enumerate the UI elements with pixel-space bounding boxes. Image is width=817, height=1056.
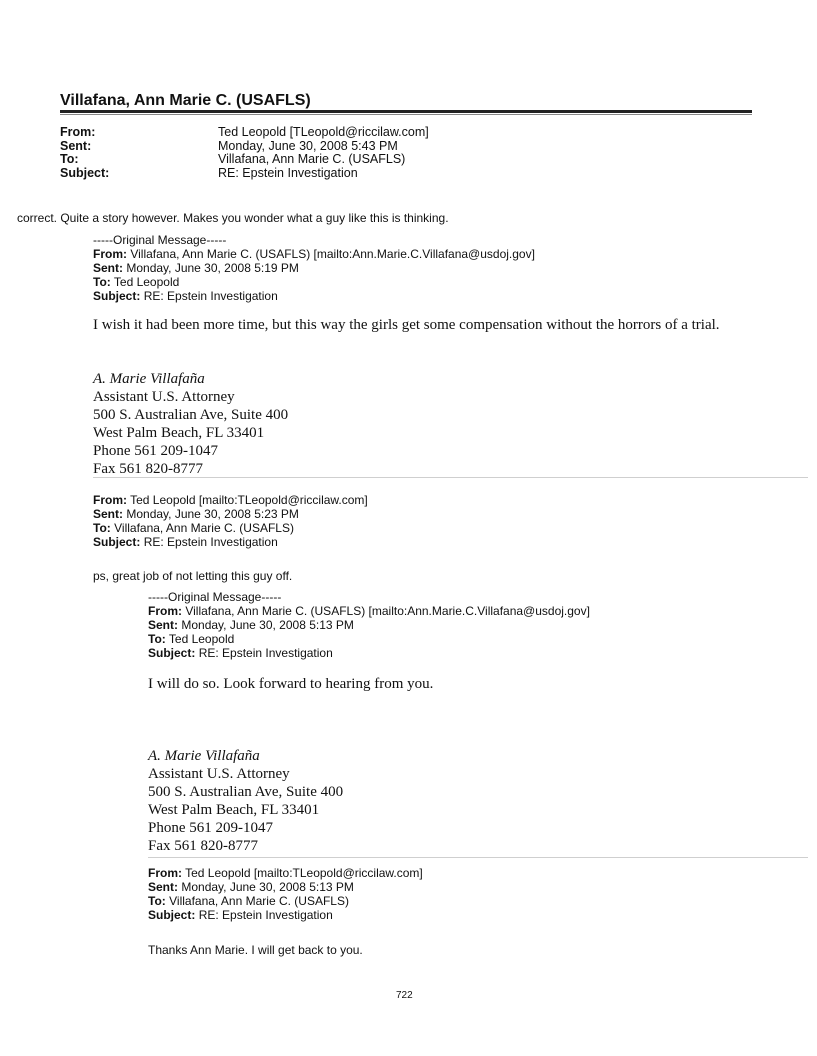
title-rule-thin bbox=[60, 114, 752, 115]
quote-to-label: To: bbox=[148, 632, 166, 646]
sig-phone: Phone 561 209-1047 bbox=[93, 443, 218, 459]
page-number: 722 bbox=[396, 990, 413, 1001]
sig-address-1: 500 S. Australian Ave, Suite 400 bbox=[93, 407, 289, 423]
signature-block-2 bbox=[148, 747, 343, 855]
sig-name: A. Marie Villafaña bbox=[148, 748, 260, 764]
quote-to: Villafana, Ann Marie C. (USAFLS) bbox=[169, 894, 349, 908]
quote-subject: RE: Epstein Investigation bbox=[143, 535, 278, 549]
quote-from-label: From: bbox=[93, 247, 127, 261]
from-label: From: bbox=[60, 125, 96, 139]
quote-to-label: To: bbox=[93, 275, 111, 289]
quote-block-4 bbox=[148, 866, 808, 922]
sig-name: A. Marie Villafaña bbox=[93, 371, 205, 387]
quote-subject-label: Subject: bbox=[148, 646, 196, 660]
quote-from: Villafana, Ann Marie C. (USAFLS) [mailto:Ann.Marie.C.Villafana@usdoj.gov] bbox=[130, 247, 535, 261]
to-value: Villafana, Ann Marie C. (USAFLS) bbox=[218, 152, 406, 166]
to-label: To: bbox=[60, 152, 79, 166]
sig-title: Assistant U.S. Attorney bbox=[148, 766, 290, 782]
quote-sent-label: Sent: bbox=[148, 880, 178, 894]
quote-from: Ted Leopold [mailto:TLeopold@riccilaw.com] bbox=[130, 493, 368, 507]
quote-to-label: To: bbox=[93, 521, 111, 535]
quote-sent-label: Sent: bbox=[148, 618, 178, 632]
quote-block-2 bbox=[93, 493, 793, 549]
subject-label: Subject: bbox=[60, 165, 110, 180]
quote-message-2: ps, great job of not letting this guy off. bbox=[93, 569, 293, 583]
title-rule bbox=[60, 110, 752, 113]
sig-phone: Phone 561 209-1047 bbox=[148, 820, 273, 836]
quote-to: Ted Leopold bbox=[168, 632, 235, 646]
body-text: correct. Quite a story however. Makes you wonder what a guy like this is thinking. bbox=[17, 211, 449, 225]
signature-block-1 bbox=[93, 370, 288, 478]
quote-block-1 bbox=[93, 233, 793, 303]
separator bbox=[93, 477, 808, 478]
sig-fax: Fax 561 820-8777 bbox=[148, 838, 258, 854]
quote-sent: Monday, June 30, 2008 5:13 PM bbox=[181, 880, 354, 894]
quote-sent-label: Sent: bbox=[93, 261, 123, 275]
from-value: Ted Leopold [TLeopold@riccilaw.com] bbox=[218, 125, 429, 139]
quote-from-label: From: bbox=[148, 866, 182, 880]
sig-address-2: West Palm Beach, FL 33401 bbox=[148, 802, 320, 818]
quote-sent-label: Sent: bbox=[93, 507, 123, 521]
original-message-marker: -----Original Message----- bbox=[148, 590, 282, 604]
quote-from: Villafana, Ann Marie C. (USAFLS) [mailto:Ann.Marie.C.Villafana@usdoj.gov] bbox=[185, 604, 590, 618]
quote-subject-label: Subject: bbox=[93, 535, 141, 549]
quote-from: Ted Leopold [mailto:TLeopold@riccilaw.com] bbox=[185, 866, 423, 880]
quote-sent: Monday, June 30, 2008 5:23 PM bbox=[126, 507, 299, 521]
sent-label: Sent: bbox=[60, 138, 92, 153]
quote-to: Villafana, Ann Marie C. (USAFLS) bbox=[114, 521, 294, 535]
sig-title: Assistant U.S. Attorney bbox=[93, 389, 235, 405]
quote-subject: RE: Epstein Investigation bbox=[143, 289, 278, 303]
separator bbox=[148, 857, 808, 858]
quote-subject: RE: Epstein Investigation bbox=[198, 908, 333, 922]
quote-subject: RE: Epstein Investigation bbox=[198, 646, 333, 660]
subject-value: RE: Epstein Investigation bbox=[218, 165, 358, 180]
quote-from-label: From: bbox=[148, 604, 182, 618]
quote-sent: Monday, June 30, 2008 5:19 PM bbox=[126, 261, 299, 275]
quote-from-label: From: bbox=[93, 493, 127, 507]
quote-message-4: Thanks Ann Marie. I will get back to you. bbox=[148, 943, 363, 957]
email-header bbox=[60, 126, 429, 180]
quote-message-3: I will do so. Look forward to hearing from you. bbox=[148, 676, 434, 692]
doc-title: Villafana, Ann Marie C. (USAFLS) bbox=[60, 92, 311, 109]
quote-message-1: I wish it had been more time, but this way the girls get some compensation without the horrors of a trial. bbox=[93, 317, 720, 333]
sig-address-1: 500 S. Australian Ave, Suite 400 bbox=[148, 784, 344, 800]
original-message-marker: -----Original Message----- bbox=[93, 233, 227, 247]
sig-fax: Fax 561 820-8777 bbox=[93, 461, 203, 477]
quote-to-label: To: bbox=[148, 894, 166, 908]
quote-subject-label: Subject: bbox=[148, 908, 196, 922]
quote-subject-label: Subject: bbox=[93, 289, 141, 303]
quote-block-3 bbox=[148, 590, 808, 660]
sig-address-2: West Palm Beach, FL 33401 bbox=[93, 425, 265, 441]
quote-to: Ted Leopold bbox=[113, 275, 180, 289]
sent-value: Monday, June 30, 2008 5:43 PM bbox=[218, 138, 398, 153]
quote-sent: Monday, June 30, 2008 5:13 PM bbox=[181, 618, 354, 632]
